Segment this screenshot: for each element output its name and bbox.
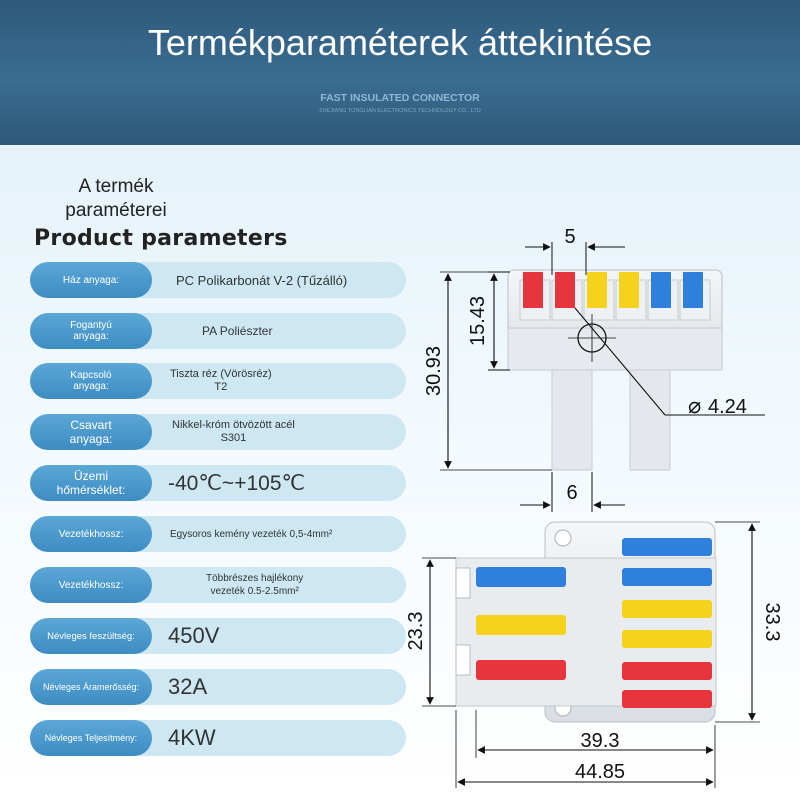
param-row-voltage [30,618,406,654]
param-value: 4KW [168,725,216,750]
blue-lever [651,272,671,308]
param-value: 32A [168,674,208,699]
param-value [170,363,272,399]
param-label-line: Kapcsoló [70,370,112,381]
param-label: Vezetékhossz: [30,567,152,603]
param-label: Vezetékhossz: [30,516,152,552]
page-title: Termékparaméterek áttekintése [147,22,653,63]
param-row-power [30,720,406,756]
param-label-line: hőmérséklet: [56,483,126,497]
param-value: PA Poliészter [202,324,273,338]
blue-lever [622,538,712,556]
param-value: -40℃~+105℃ [168,471,306,495]
dim-diameter: 4.24 [708,396,747,418]
top-view [405,522,783,788]
param-label-line: Csavart [70,418,112,432]
yellow-lever [587,272,607,308]
param-label [30,414,152,450]
param-value-line: Többrészes hajlékony [206,573,304,584]
blue-lever [476,567,566,587]
param-label-line: anyaga: [73,381,109,392]
dim-inner-width: 23.3 [405,611,427,651]
yellow-lever [622,600,712,618]
param-row-temperature [30,465,406,501]
param-value-line: T2 [214,381,228,393]
red-lever [523,272,543,308]
side-view [423,226,765,512]
connector-base [508,328,722,370]
param-row-spring [30,414,406,450]
param-label-line: anyaga: [73,331,109,342]
red-lever [555,272,575,308]
yellow-lever [476,615,566,635]
dim-inner-length: 39.3 [580,730,620,752]
red-lever [622,690,712,708]
yellow-lever [619,272,639,308]
param-label-line: anyaga: [69,432,113,446]
param-value: 450V [168,623,220,648]
param-value [172,414,295,450]
param-row-housing [30,262,406,298]
param-label-line: Fogantyú [70,320,112,331]
header-banner [0,0,800,145]
param-label [30,363,152,399]
header-company: ZHEJIANG TONGLIAN ELECTRONICS TECHNOLOGY CO., LTD [319,108,481,114]
diameter-symbol: ⌀ [688,393,702,418]
param-label: Ház anyaga: [30,262,152,298]
red-lever [476,660,566,680]
mount-hole [555,530,571,546]
param-row-handle [30,313,406,349]
yellow-lever [622,630,712,648]
param-label: Névleges feszültség: [30,618,152,654]
section-title-english: Product parameters [34,226,288,251]
param-row-solid-wire [30,516,406,552]
param-value-line: Tiszta réz (Vörösréz) [170,368,272,380]
dim-pin-width: 6 [566,482,578,504]
param-label: Névleges Teljesítmény: [30,720,152,756]
param-label-line: Üzemi [73,469,108,483]
param-value-line: vezeték 0.5-2.5mm² [210,586,299,597]
param-row-flexible-wire [30,567,406,603]
wire-entry-right [630,370,670,470]
section-title-line2: paraméterei [65,200,167,221]
section-title-hungarian [46,175,186,223]
red-lever [622,662,712,680]
param-value-line: Nikkel-króm ötvözött acél [172,419,295,431]
dim-outer-length: 44.85 [574,761,626,783]
param-label [30,465,152,501]
param-label: Névleges Áramerősség: [30,669,152,705]
param-value: Egysoros kemény vezeték 0,5-4mm² [170,528,333,540]
header-subtitle: FAST INSULATED CONNECTOR [320,92,480,104]
param-value [206,567,303,603]
dim-total-height: 30.93 [423,345,445,397]
param-value: PC Polikarbonát V-2 (Tűzálló) [176,272,348,288]
blue-lever [622,568,712,586]
wire-entry-left [552,370,592,470]
param-value-line: S301 [220,432,247,444]
dim-outer-width: 33.3 [761,602,783,642]
dim-upper-height: 15.43 [467,295,489,347]
connector-drawings [400,220,800,800]
blue-lever [683,272,703,308]
section-title-line1: A termék [78,176,154,197]
param-label [30,313,152,349]
param-row-current [30,669,406,705]
technical-drawing [400,220,800,800]
param-row-switch [30,363,406,399]
dim-pitch: 5 [564,226,576,248]
